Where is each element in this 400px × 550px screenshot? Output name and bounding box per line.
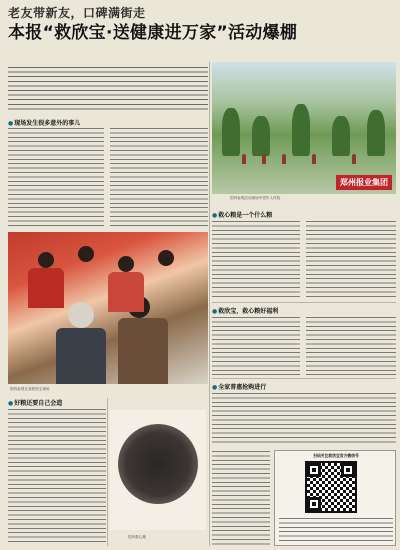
- divider-right-1: [212, 302, 396, 303]
- section-bullet-icon: ●: [212, 384, 218, 391]
- section-title-5: ●全家普惠抢购进行: [212, 384, 267, 391]
- park-photo: [212, 62, 396, 194]
- qr-promo-note: [279, 517, 393, 543]
- bowl-caption: 国内救心粮: [128, 535, 146, 539]
- section-bullet-icon: ●: [8, 120, 14, 127]
- section-title-4: ●好粮还要自己会造: [8, 400, 63, 407]
- qr-code-icon[interactable]: [305, 461, 357, 513]
- column-divider: [209, 62, 210, 546]
- section-body-2b: [306, 220, 396, 300]
- section-body-4: [8, 408, 106, 544]
- section-body-2a: [212, 220, 300, 300]
- section-title-1: ●现场发生很多意外的事儿: [8, 120, 81, 127]
- headline: 本报“救欣宝·送健康进万家”活动爆棚: [8, 23, 298, 43]
- section-bullet-icon: ●: [212, 212, 218, 219]
- section-body-1: [8, 127, 104, 227]
- section-title-2: ●救心粮是一个什么粮: [212, 212, 273, 219]
- section-body-3b: [306, 316, 396, 376]
- section-body-5: [212, 392, 396, 446]
- crowd-caption: 国内参观互食救欣宝现场: [10, 387, 50, 391]
- section-body-5b: [212, 450, 270, 546]
- section-title-3: ●救欣宝，救心粮好福利: [212, 308, 279, 315]
- kicker: 老友带新友，口碑满街走: [8, 6, 146, 20]
- crowd-photo: [8, 232, 208, 384]
- section-bullet-icon: ●: [212, 308, 218, 315]
- bowl-photo: [110, 410, 206, 530]
- column-divider-left: [107, 398, 108, 546]
- qr-promo-box: [274, 450, 396, 546]
- section-body-1b: [110, 127, 208, 227]
- newspaper-watermark: 郑州报业集团: [336, 175, 392, 190]
- section-bullet-icon: ●: [8, 400, 14, 407]
- qr-promo-title: 扫码关注救欣宝官方微信号: [313, 453, 359, 458]
- divider-right-2: [212, 378, 396, 379]
- park-caption: 国内参观活动现场中老年人体验: [230, 196, 281, 200]
- lede-paragraph: [8, 66, 208, 112]
- section-body-3a: [212, 316, 300, 376]
